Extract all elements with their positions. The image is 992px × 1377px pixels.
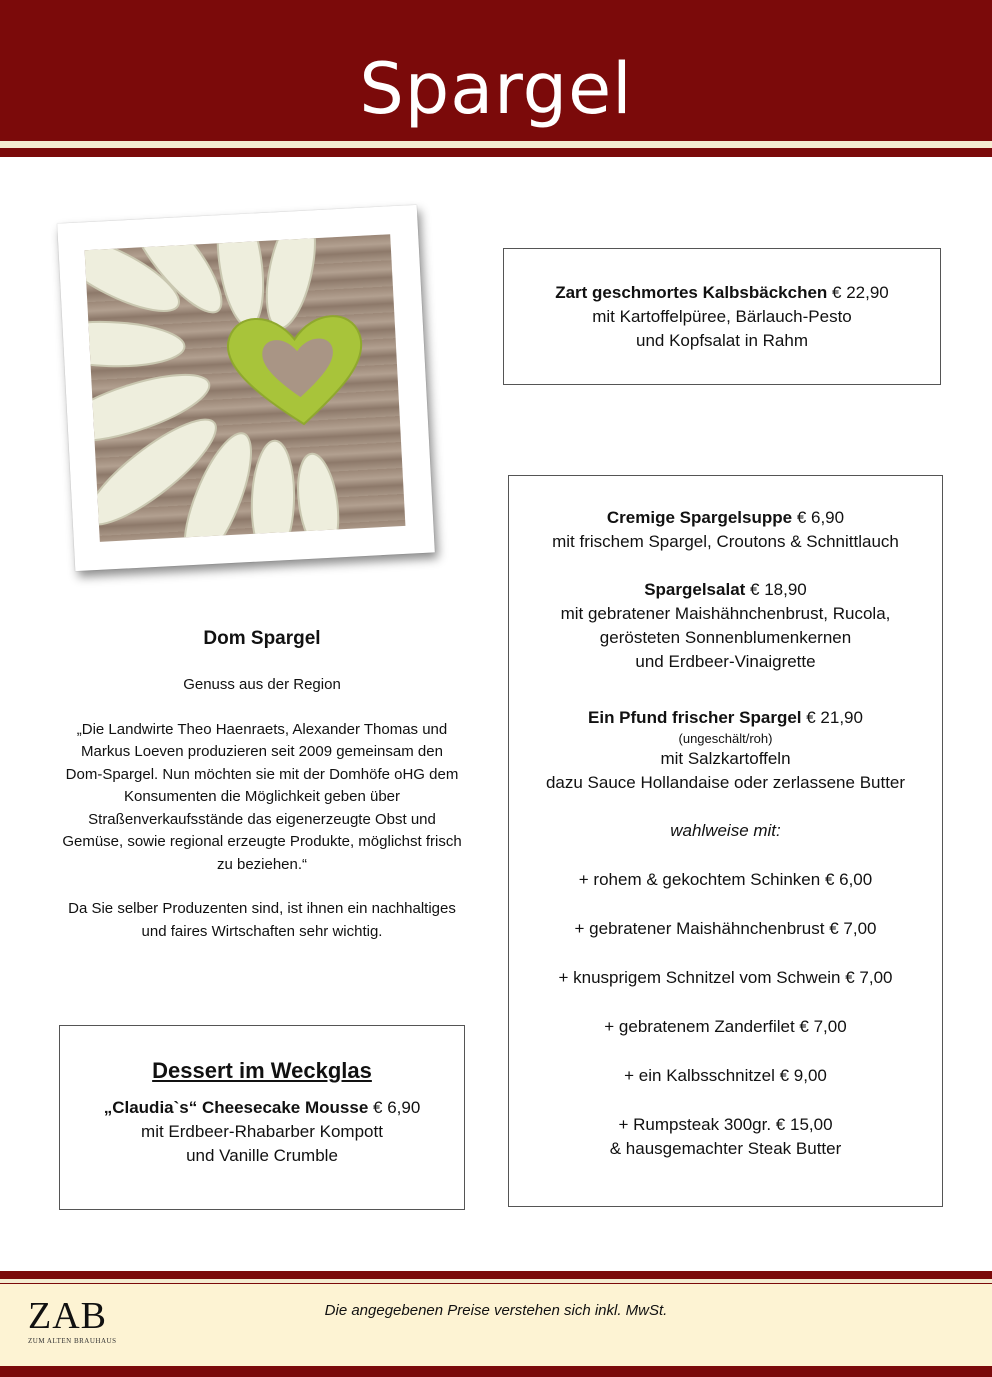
about-subtitle: Genuss aus der Region [183,676,341,693]
dessert-desc: mit Erdbeer-Rhabarber Kompott [141,1122,383,1141]
asparagus-heart-photo [85,234,406,542]
header-bar [0,0,992,141]
main-dish-desc: und Kopfsalat in Rahm [636,331,808,350]
salad-desc: gerösteten Sonnenblumenkernen [599,628,852,647]
main-dish-title-line [504,281,940,305]
footer-divider [0,1271,992,1279]
dessert-price: € 6,90 [373,1098,421,1117]
option-item-extra: & hausgemachter Steak Butter [609,1139,842,1158]
main-dish-desc: mit Kartoffelpüree, Bärlauch-Pesto [592,307,852,326]
options-label: wahlweise mit: [670,821,781,840]
logo-subtext: ZUM ALTEN BRAUHAUS [28,1337,117,1345]
soup-name: Cremige Spargelsuppe [606,508,793,527]
asparagus-menu-box [508,475,943,1207]
option-item: + ein Kalbsschnitzel € 9,00 [624,1066,827,1085]
option-item: + gebratener Maishähnchenbrust € 7,00 [574,919,877,938]
price-note: Die angegebenen Preise verstehen sich inkl. MwSt. [324,1302,668,1319]
dessert-name: „Claudia`s“ Cheesecake Mousse [103,1098,369,1117]
about-quote: „Die Landwirte Theo Haenraets, Alexander Thomas und Markus Loeven produzieren seit 2009 gemeinsam den Dom-Spargel. Nun möchten sie mit der Domhöfe oHG dem Konsumenten die Möglichkeit geben über Straßenverkaufsstände das eigenerzeugte Obst und Gemüse, sowie regional erzeugte Produkte, möglichst frisch zu beziehen.“ [62,720,462,873]
about-title: Dom Spargel [203,628,321,649]
option-item: + knusprigem Schnitzel vom Schwein € 7,00 [558,968,893,987]
about-section [62,624,462,943]
pound-desc: mit Salzkartoffeln [660,749,791,768]
salad-desc: mit gebratener Maishähnchenbrust, Rucola, [560,604,891,623]
about-text: Da Sie selber Produzenten sind, ist ihnen ein nachhaltiges und faires Wirtschaften sehr wichtig. [68,900,456,940]
pound-price: € 21,90 [806,708,863,727]
pound-note: (ungeschält/roh) [678,731,773,746]
salad-name: Spargelsalat [644,580,746,599]
dessert-desc: und Vanille Crumble [186,1146,338,1165]
main-dish-box [503,248,941,385]
soup-price: € 6,90 [796,508,845,527]
option-item: + Rumpsteak 300gr. € 15,00 [618,1115,833,1134]
menu-item-title [509,506,942,530]
logo-text: ZAB [28,1295,107,1337]
dessert-title: Dessert im Weckglas [152,1058,372,1083]
asparagus-heart-illustration [85,234,406,542]
asparagus-photo-frame [57,205,435,571]
pound-desc: dazu Sauce Hollandaise oder zerlassene Butter [545,773,906,792]
option-item: + rohem & gekochtem Schinken € 6,00 [578,870,873,889]
menu-item-title [509,706,942,730]
option-item: + gebratenem Zanderfilet € 7,00 [604,1017,847,1036]
page-title: Spargel [359,48,633,130]
menu-item-title [509,578,942,602]
header-divider-line [0,148,992,157]
pound-name: Ein Pfund frischer Spargel [588,708,802,727]
main-dish-price: € 22,90 [832,283,889,302]
salad-desc: und Erdbeer-Vinaigrette [635,652,816,671]
main-dish-name: Zart geschmortes Kalbsbäckchen [555,283,828,302]
soup-desc: mit frischem Spargel, Croutons & Schnittlauch [552,532,899,551]
footer-bottom-bar [0,1366,992,1377]
dessert-box [59,1025,465,1210]
dessert-title-line [60,1096,464,1120]
header-divider [0,141,992,148]
salad-price: € 18,90 [750,580,807,599]
footer [0,1284,992,1366]
